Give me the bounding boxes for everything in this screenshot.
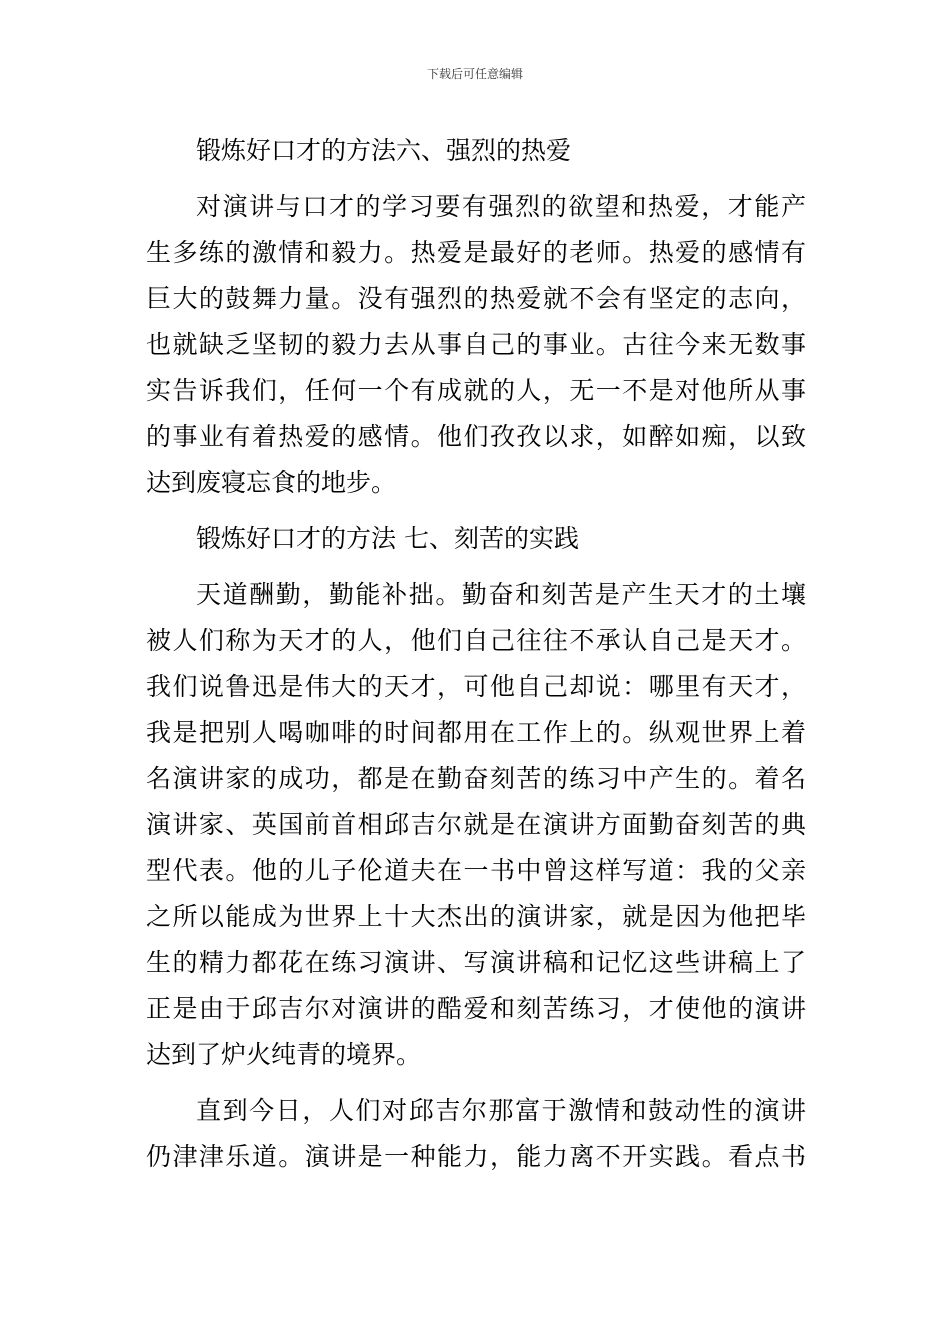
paragraph-line: 直到今日，人们对邱吉尔那富于激情和鼓动性的演讲 [196,1096,806,1125]
paragraph-line: 对演讲与口才的学习要有强烈的欲望和热爱，才能产 [196,192,806,221]
page-header: 下载后可任意编辑 [426,67,523,81]
paragraph-line: 演讲家、英国前首相邱吉尔就是在演讲方面勤奋刻苦的典 [146,810,806,839]
body-text [146,128,806,1180]
paragraph-line: 我是把别人喝咖啡的时间都用在工作上的。纵观世界上着 [146,718,806,747]
paragraph-line: 实告诉我们，任何一个有成就的人，无一不是对他所从事 [146,376,806,405]
paragraph-line: 也就缺乏坚韧的毅力去从事自己的事业。古往今来无数事 [146,330,806,359]
paragraph-line: 之所以能成为世界上十大杰出的演讲家，就是因为他把毕 [146,902,806,931]
section-heading: 锻炼好口才的方法 七、刻苦的实践 [196,524,579,553]
paragraph-line: 生多练的激情和毅力。热爱是最好的老师。热爱的感情有 [146,238,806,267]
section-heading: 锻炼好口才的方法六、强烈的热爱 [196,136,572,165]
paragraph-line: 型代表。他的儿子伦道夫在一书中曾这样写道：我的父亲 [146,856,806,885]
paragraph-line: 被人们称为天才的人，他们自己往往不承认自己是天才。 [146,626,806,655]
paragraph-line: 我们说鲁迅是伟大的天才，可他自己却说：哪里有天才， [146,672,806,701]
paragraph-line: 生的精力都花在练习演讲、写演讲稿和记忆这些讲稿上了 [146,948,806,977]
paragraph-line: 名演讲家的成功，都是在勤奋刻苦的练习中产生的。着名 [146,764,806,793]
paragraph-line: 达到废寝忘食的地步。 [146,468,397,497]
paragraph-line: 正是由于邱吉尔对演讲的酷爱和刻苦练习，才使他的演讲 [146,994,806,1023]
paragraph-line: 仍津津乐道。演讲是一种能力，能力离不开实践。看点书 [146,1142,806,1171]
paragraph-line: 达到了炉火纯青的境界。 [146,1040,422,1069]
paragraph-line: 天道酬勤，勤能补拙。勤奋和刻苦是产生天才的土壤 [196,580,806,609]
paragraph-line: 的事业有着热爱的感情。他们孜孜以求，如醉如痴，以致 [146,422,806,451]
paragraph-line: 巨大的鼓舞力量。没有强烈的热爱就不会有坚定的志向， [146,284,806,313]
